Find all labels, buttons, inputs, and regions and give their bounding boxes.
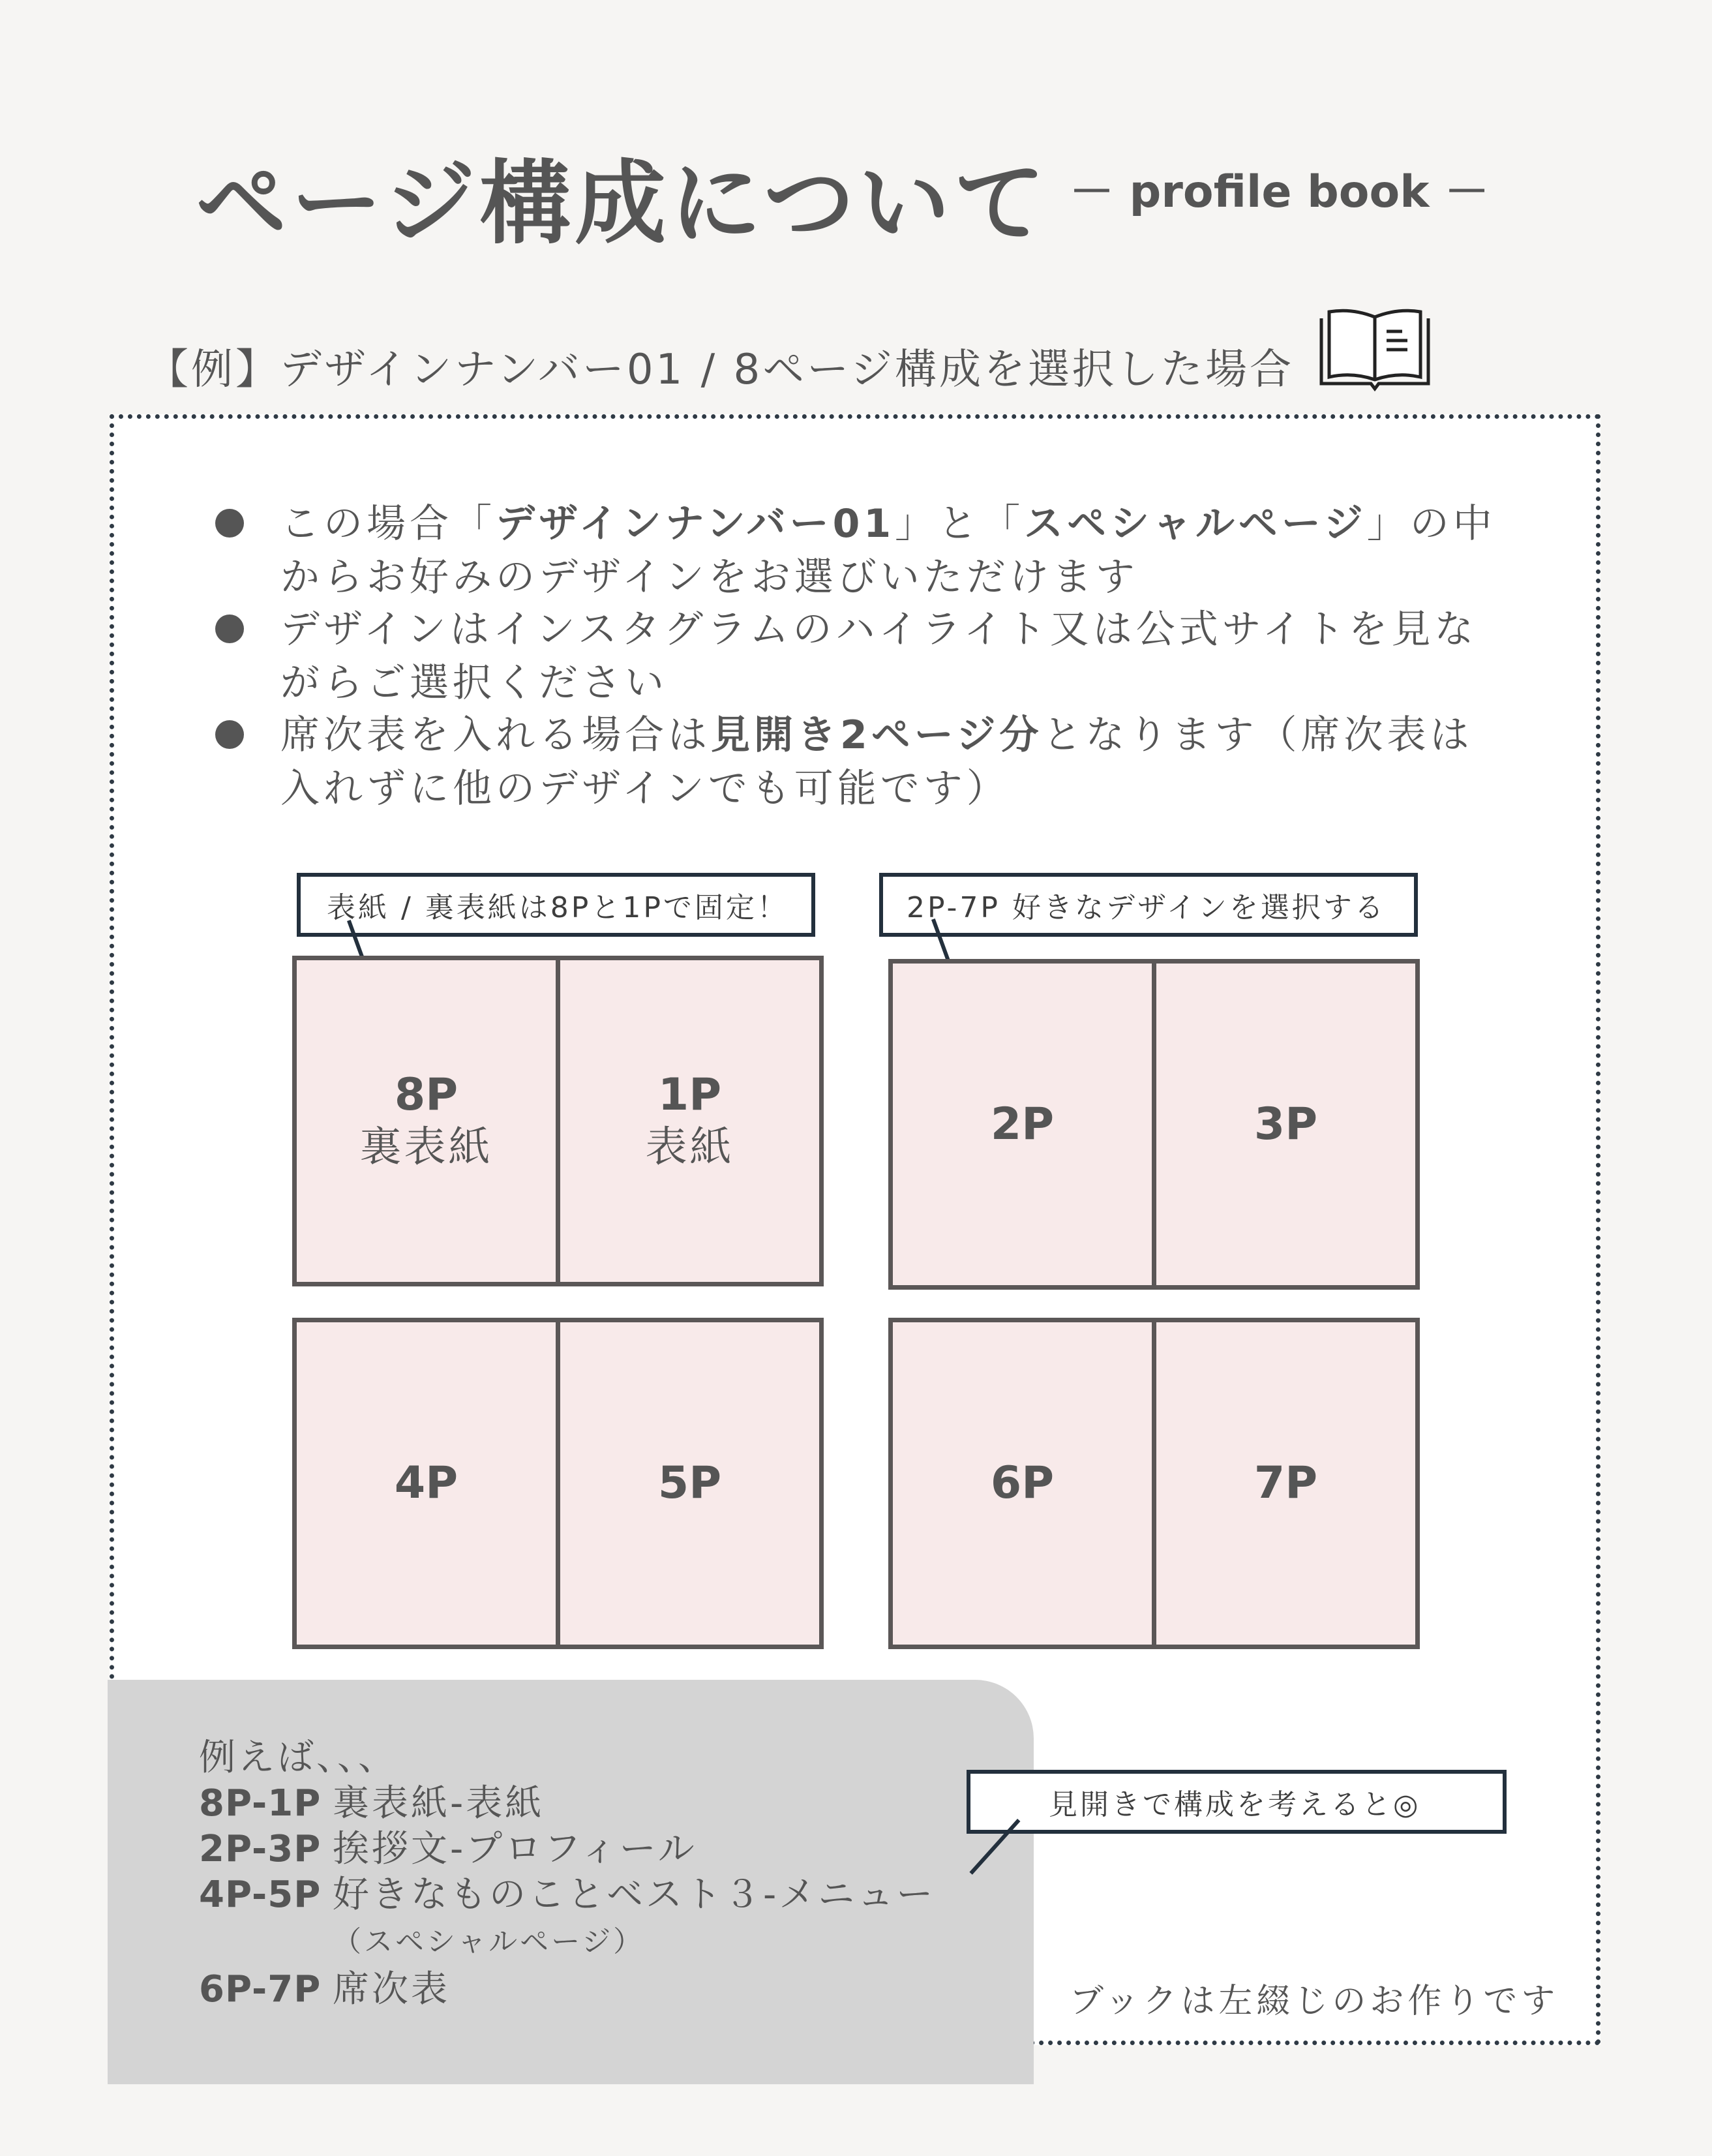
example-heading: 【例】デザインナンバー01 / 8ページ構成を選択した場合: [147, 346, 1294, 394]
callout-cover-text: 表紙 / 裏表紙は8Pと1Pで固定！: [327, 891, 788, 924]
page-5p: 5P: [556, 1322, 819, 1645]
page-8p: 8P 裏表紙: [359, 1069, 493, 1172]
bullet-dot-icon: [215, 720, 244, 749]
spread-6p-7p: [888, 1318, 1420, 1649]
page-1p: 1P 表紙: [556, 960, 819, 1282]
bullet-dot-icon: [215, 615, 244, 643]
example-row: 2P-3P 挨拶文-プロフィール: [199, 1828, 697, 1870]
page-7p: 7P: [1152, 1322, 1415, 1645]
callout-inner-pages: [879, 873, 1418, 937]
bullet-dot-icon: [215, 509, 244, 538]
page-title: ページ構成について: [196, 151, 1049, 257]
example-intro: 例えば、、、: [199, 1737, 397, 1779]
callout-cover-fixed: [297, 873, 815, 937]
page-3p: 3P: [1152, 964, 1415, 1285]
spread-2p-3p: [888, 959, 1420, 1290]
example-row: 4P-5P 好きなものことベスト３-メニュー: [199, 1874, 936, 1916]
bullet-item-3: [215, 708, 1513, 815]
bullet-text-2: デザインはインスタグラムのハイライト又は公式サイトを見ながらご選択ください: [280, 607, 1478, 706]
callout-spread-tip-text: 見開きで構成を考えると◎: [1049, 1788, 1421, 1821]
bullet-text-3: 席次表を入れる場合は見開き2ページ分となります（席次表は入れずに他のデザインでも可能です）: [280, 712, 1473, 812]
example-row: 8P-1P 裏表紙-表紙: [199, 1782, 545, 1825]
page-6p: 6P: [990, 1457, 1055, 1509]
page-4p: 4P: [394, 1457, 458, 1509]
bullet-item-2: [215, 603, 1513, 710]
callout-inner-text: 2P-7P 好きなデザインを選択する: [907, 891, 1386, 924]
spread-8p-1p: [292, 956, 824, 1286]
bullet-item-1: [215, 497, 1513, 604]
binding-note: ブックは左綴じのお作りです: [1070, 1982, 1559, 2021]
example-row-note: （スペシャルページ）: [333, 1925, 645, 1958]
callout-spread-tip: [967, 1770, 1507, 1834]
bullet-text-1: この場合「デザインナンバー01」と「スペシャルページ」の中からお好みのデザインをお選びいただけます: [280, 501, 1496, 600]
spread-4p-5p: [292, 1318, 824, 1649]
page-2p: 2P: [990, 1098, 1055, 1150]
open-book-icon: [1316, 307, 1434, 398]
example-row: 6P-7P 席次表: [199, 1968, 450, 2011]
page-subtitle: － profile book －: [1070, 166, 1490, 218]
